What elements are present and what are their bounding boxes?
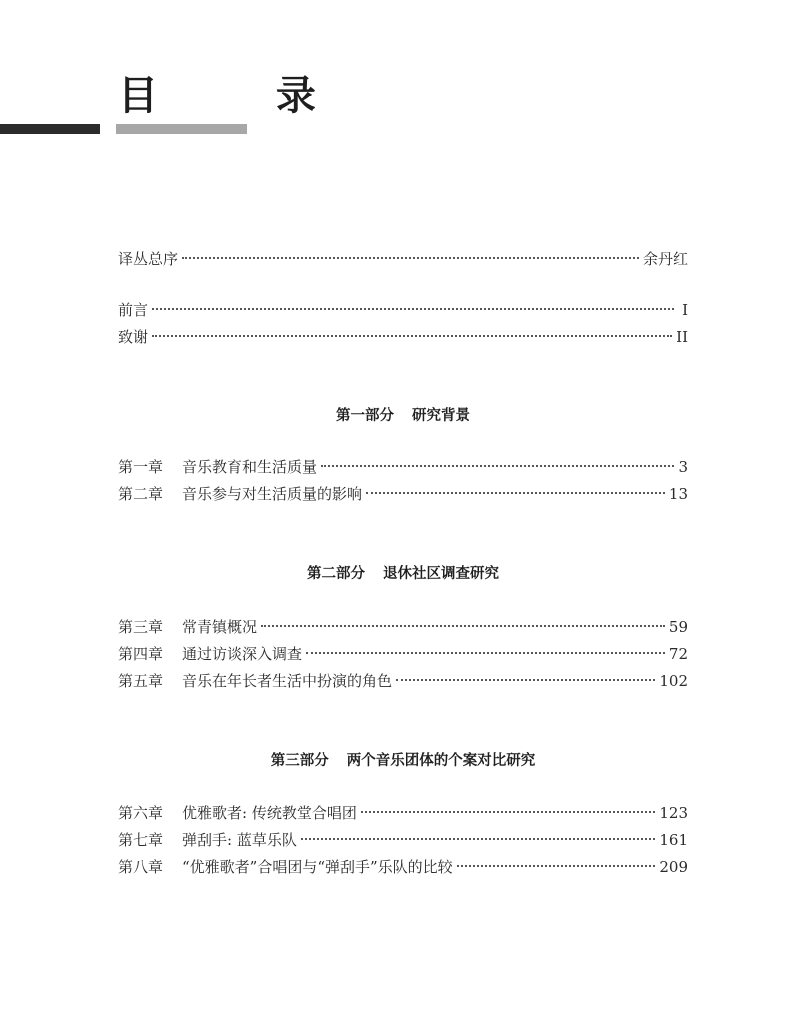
part-title: 两个音乐团体的个案对比研究 [346, 753, 536, 769]
dot-leader [152, 308, 674, 310]
toc-entry-chapter-6[interactable] [118, 800, 688, 827]
part-heading-3 [118, 748, 688, 775]
chapter-title: “优雅歌者”合唱团与“弹刮手”乐队的比较 [182, 858, 453, 876]
chapter-title: 音乐在年长者生活中扮演的角色 [182, 672, 393, 690]
dot-leader [261, 625, 665, 627]
title-underline-dark [0, 124, 100, 134]
part-heading-1 [118, 403, 688, 430]
toc-entry-acknowledgements[interactable] [118, 324, 688, 351]
toc-entry-chapter-1[interactable] [118, 454, 688, 481]
chapter-number: 第一章 [118, 458, 164, 476]
title-underline-gray [116, 124, 247, 134]
chapter-number: 第六章 [118, 804, 164, 822]
toc-entry-page: II [676, 328, 688, 346]
toc-entry-chapter-3[interactable] [118, 614, 688, 641]
dot-leader [457, 865, 656, 867]
toc-entry-title: 前言 [118, 301, 149, 319]
chapter-title: 音乐参与对生活质量的影响 [182, 485, 363, 503]
dot-leader [182, 257, 639, 259]
chapter-title: 弹刮手: 蓝草乐队 [182, 831, 297, 849]
dot-leader [152, 335, 672, 337]
chapter-number: 第四章 [118, 645, 164, 663]
chapter-page: 123 [659, 804, 688, 822]
chapter-page: 13 [668, 485, 688, 503]
chapter-number: 第七章 [118, 831, 164, 849]
chapter-page: 161 [659, 831, 688, 849]
toc-entry-chapter-7[interactable] [118, 827, 688, 854]
toc-entry-chapter-4[interactable] [118, 641, 688, 668]
toc-entry-page: I [682, 301, 688, 319]
chapter-number: 第二章 [118, 485, 164, 503]
page-title: 目 录 [118, 72, 368, 119]
dot-leader [321, 465, 674, 467]
toc-entry-chapter-5[interactable] [118, 668, 688, 695]
chapter-page: 72 [668, 645, 688, 663]
part-heading-2 [118, 561, 688, 588]
part-title: 退休社区调查研究 [383, 566, 499, 582]
chapter-page: 102 [659, 672, 688, 690]
chapter-title: 音乐教育和生活质量 [182, 458, 318, 476]
chapter-page: 59 [668, 618, 688, 636]
chapter-page: 209 [659, 858, 688, 876]
toc-entry-title: 致谢 [118, 328, 149, 346]
chapter-number: 第八章 [118, 858, 164, 876]
part-title: 研究背景 [412, 408, 470, 424]
dot-leader [301, 838, 656, 840]
dot-leader [396, 679, 655, 681]
chapter-title: 优雅歌者: 传统教堂合唱团 [182, 804, 357, 822]
chapter-title: 常青镇概况 [182, 618, 258, 636]
dot-leader [361, 811, 656, 813]
chapter-number: 第三章 [118, 618, 164, 636]
toc-entry-series-preface[interactable] [118, 246, 688, 273]
chapter-title: 通过访谈深入调查 [182, 645, 303, 663]
toc-entry-author: 余丹红 [642, 250, 688, 268]
chapter-page: 3 [678, 458, 688, 476]
toc-entry-chapter-8[interactable] [118, 854, 688, 881]
dot-leader [366, 492, 665, 494]
toc-entry-title: 译丛总序 [118, 250, 179, 268]
toc-entry-preface[interactable] [118, 297, 688, 324]
part-label: 第三部分 [270, 753, 329, 769]
part-label: 第一部分 [336, 408, 394, 424]
toc-entry-chapter-2[interactable] [118, 481, 688, 508]
dot-leader [306, 652, 665, 654]
table-of-contents [118, 246, 688, 881]
chapter-number: 第五章 [118, 672, 164, 690]
part-label: 第二部分 [307, 566, 365, 582]
